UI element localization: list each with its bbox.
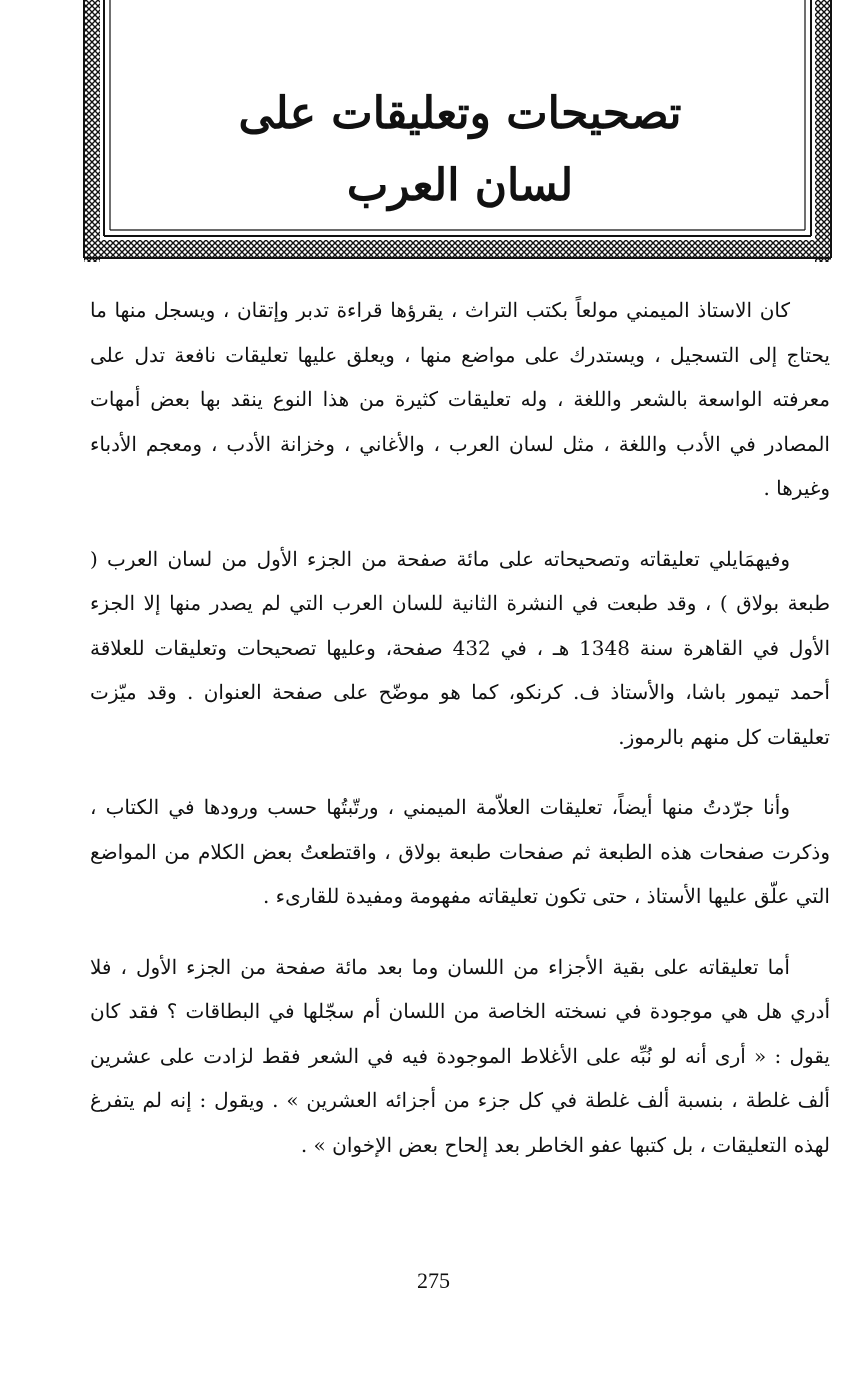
body-text [90, 288, 830, 1167]
paragraph-2: وفيهمَايلي تعليقاته وتصحيحاته على مائة صفحة من الجزء الأول من لسان العرب ( طبعة بولاق ) ، وقد طبعت في النشرة الثانية للسان العرب التي لم يصدر منها إلا الجزء الأول في القاهرة سنة 1348 هـ ، في 432 صفحة، وعليها تصحيحات وتعليقات للعلاقة أحمد تيمور باشا، والأستاذ ف. كرنكو، كما هو موضّح على صفحة العنوان . وقد ميّزت تعليقات كل منهم بالرموز. [90, 546, 831, 749]
paragraph-3: وأنا جرّدتُ منها أيضاً، تعليقات العلاّمة الميمني ، ورتّبتُها حسب ورودها في الكتاب ، وذكرت صفحات هذه الطبعة ثم صفحات طبعة بولاق ، واقتطعتُ بعض الكلام من المواضع التي علّق عليها الأستاذ ، حتى تكون تعليقاته مفهومة ومفيدة للقارىء . [90, 795, 830, 908]
page-title-line-2: لسان العرب [346, 160, 574, 211]
paragraph-4: أما تعليقاته على بقية الأجزاء من اللسان وما بعد مائة صفحة من الجزء الأول ، فلا أدري هل هي موجودة في نسخته الخاصة من اللسان أم سجّلها في البطاقات ؟ فقد كان يقول : « أرى أنه لو نُبِّه على الأغلاط الموجودة فيه في الشعر فقط لزادت على عشرين ألف غلطة ، بنسبة ألف غلطة في كل جزء من أجزائه العشرين » . ويقول : إنه لم يتفرغ لهذه التعليقات ، بل كتبها عفو الخاطر بعد إلحاح بعض الإخوان » . [90, 954, 830, 1157]
paragraph-1: كان الاستاذ الميمني مولعاً بكتب التراث ، يقرؤها قراءة تدبر وإتقان ، ويسجل منها ما يحتاج إلى التسجيل ، ويستدرك على مواضع منها ، ويعلق عليها تعليقات نافعة تدل على معرفته الواسعة بالشعر واللغة ، وله تعليقات كثيرة من هذا النوع ينقد بها بعض أمهات المصادر في الأدب واللغة ، مثل لسان العرب ، والأغاني ، وخزانة الأدب ، ومعجم الأدباء وغيرها . [90, 298, 831, 500]
page-number: 275 [417, 1268, 450, 1293]
page-title-line-1: تصحيحات وتعليقات على [238, 88, 682, 139]
